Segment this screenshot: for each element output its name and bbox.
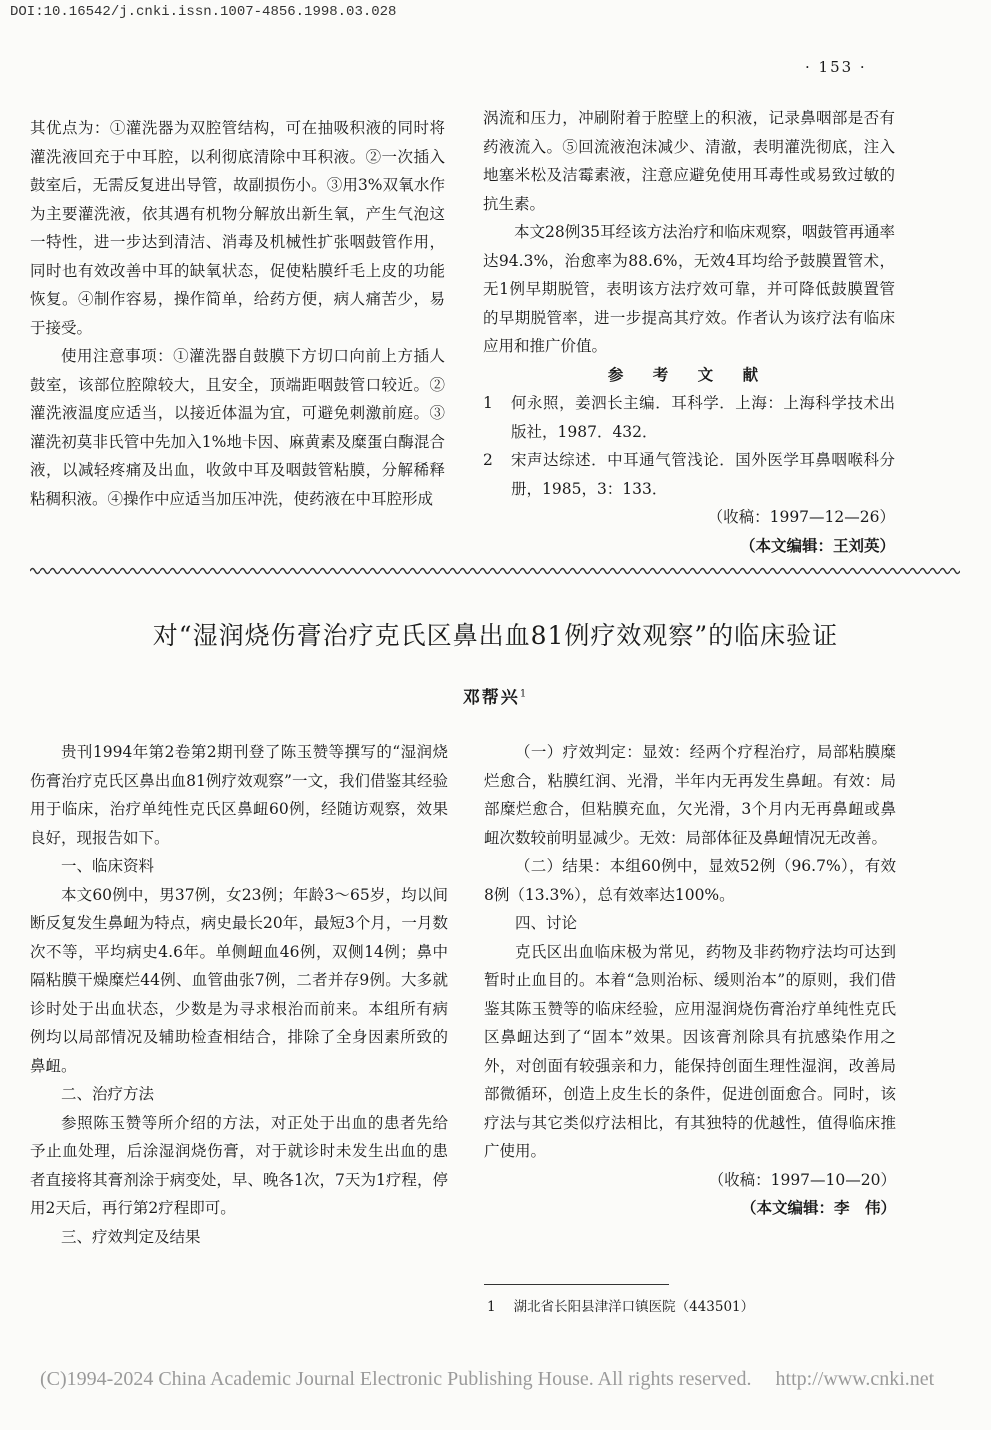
doi-line: DOI:10.16542/j.cnki.issn.1007-4856.1998.03.028 <box>10 4 397 20</box>
author-affiliation-mark: 1 <box>519 688 529 700</box>
prev-paragraph: 其优点为：①灌洗器为双腔管结构，可在抽吸积液的同时将灌洗液回充于中耳腔，以利彻底清除中耳积液。②一次插入鼓室后，无需反复进出导管，故副损伤小。③用3%双氧水作为主要灌洗液，依其遇有机物分解放出新生氧，产生气泡这一特性，进一步达到清洁、消毒及机械性扩张咽鼓管作用，同时也有效改善中耳的缺氧状态，促使粘膜纤毛上皮的功能恢复。④制作容易，操作简单，给药方便，病人痛苦少，易于接受。 <box>30 119 445 337</box>
page-number: · 153 · <box>805 58 867 76</box>
footnote-text: 湖北省长阳县津洋口镇医院（443501） <box>513 1299 755 1315</box>
article-title: 对“湿润烧伤膏治疗克氏区鼻出血81例疗效观察”的临床验证 <box>152 621 839 650</box>
prev-paragraph: 涡流和压力，冲刷附着于腔壁上的积液，记录鼻咽部是否有药液流入。⑤回流液泡沫减少、清澈，表明灌洗彻底，注入地塞米松及洁霉素液，注意应避免使用耳毒性或易致过敏的抗生素。 <box>483 109 895 213</box>
body-paragraph: （一）疗效判定：显效：经两个疗程治疗，局部粘膜糜烂愈合，粘膜红润、光滑，半年内无再发生鼻衄。有效：局部糜烂愈合，但粘膜充血，欠光滑，3个月内无再鼻衄或鼻衄次数较前明显减少。无效：局部体征及鼻衄情况无改善。 <box>484 743 896 847</box>
body-paragraph: 本文60例中，男37例，女23例；年龄3～65岁，均以间断反复发生鼻衄为特点，病史最长20年，最短3个月，一月数次不等，平均病史4.6年。单侧衄血46例，双侧14例；鼻中隔粘膜干燥糜烂44例、血管曲张7例，二者并存9例。大多就诊时处于出血状态，少数是为寻求根治而前来。本组所有病例均以局部情况及辅助检查相结合，排除了全身因素所致的鼻衄。 <box>30 885 448 1075</box>
copyright-url: http://www.cnki.net <box>775 1368 935 1390</box>
prev-article-left-column <box>30 114 445 513</box>
author-line <box>0 683 991 708</box>
body-paragraph: 参照陈玉赞等所介绍的方法，对正处于出血的患者先给予止血处理，后涂湿润烧伤膏，对于就诊时未发生出血的患者直接将其膏剂涂于病变处，早、晚各1次，7天为1疗程，停用2天后，再行第2疗程即可。 <box>30 1113 448 1217</box>
section-heading: 一、临床资料 <box>61 857 155 875</box>
body-paragraph: （二）结果：本组60例中，显效52例（96.7%），有效8例（13.3%），总有效率达100%。 <box>484 857 896 904</box>
decorative-divider <box>30 566 960 576</box>
prev-paragraph: 使用注意事项：①灌洗器自鼓膜下方切口向前上方插人鼓室，该部位腔隙较大，且安全，顶端距咽鼓管口较近。②灌洗液温度应适当，以接近体温为宜，可避免刺激前庭。③灌洗初莫非氏管中先加入1%地卡因、麻黄素及糜蛋白酶混合液，以减轻疼痛及出血，收敛中耳及咽鼓管粘膜，分解稀释粘稠积液。④操作中应适当加压冲洗，使药液在中耳腔形成 <box>30 347 445 508</box>
section-heading: 二、治疗方法 <box>61 1085 155 1103</box>
reference-number: 2 <box>483 451 493 469</box>
prev-article-right-column <box>483 104 895 560</box>
end-note: （本文编辑：李 伟） <box>740 1198 896 1217</box>
body-paragraph: 贵刊1994年第2卷第2期刊登了陈玉赞等撰写的“湿润烧伤膏治疗克氏区鼻出血81例疗效观察”一文，我们借鉴其经验用于临床，治疗单纯性克氏区鼻衄60例，经随访观察，效果良好，现报告如下。 <box>30 743 448 847</box>
end-note: （收稿：1997—10—20） <box>708 1170 896 1189</box>
reference-number: 1 <box>483 394 493 412</box>
author-name: 邓帮兴 <box>462 688 520 708</box>
article-left-column <box>30 738 448 1251</box>
footnote-number: 1 <box>487 1299 496 1315</box>
footnote <box>487 1295 754 1315</box>
reference-item <box>483 389 895 446</box>
received-date: （收稿：1997—12—26） <box>707 508 895 526</box>
body-paragraph: 克氏区出血临床极为常见，药物及非药物疗法均可达到暂时止血目的。本着“急则治标、缓则治本”的原则，我们借鉴其陈玉赞等的临床经验，应用湿润烧伤膏治疗单纯性克氏区鼻衄达到了“固本”效果。因该膏剂除具有抗感染作用之外，对创面有较强亲和力，能保持创面生理性湿润，改善局部微循环，创造上皮生长的条件，促进创面愈合。同时，该疗法与其它类似疗法相比，有其独特的优越性，值得临床推广使用。 <box>484 942 896 1160</box>
footnote-rule <box>484 1284 669 1285</box>
copyright-text: (C)1994-2024 China Academic Journal Electronic Publishing House. All rights reserved. <box>40 1368 752 1390</box>
copyright-watermark <box>40 1368 934 1391</box>
section-heading: 四、讨论 <box>515 914 578 932</box>
references-heading: 参 考 文 献 <box>607 364 771 384</box>
section-heading: 三、疗效判定及结果 <box>61 1227 201 1246</box>
reference-text: 宋声达综述．中耳通气管浅论．国外医学耳鼻咽喉科分册，1985，3：133． <box>511 451 895 498</box>
prev-paragraph: 本文28例35耳经该方法治疗和临床观察，咽鼓管再通率达94.3%，治愈率为88.6%，无效4耳均给予鼓膜置管术，无1例早期脱管，表明该方法疗效可靠，并可降低鼓膜置管的早期脱管率，进一步提高其疗效。作者认为该疗法有临床应用和推广价值。 <box>483 223 895 355</box>
reference-text: 何永照，姜泗长主编．耳科学．上海：上海科学技术出版社，1987．432． <box>511 394 895 441</box>
reference-item <box>483 446 895 503</box>
article-right-column <box>484 738 896 1223</box>
editor-credit: （本文编辑：王刘英） <box>739 535 895 555</box>
